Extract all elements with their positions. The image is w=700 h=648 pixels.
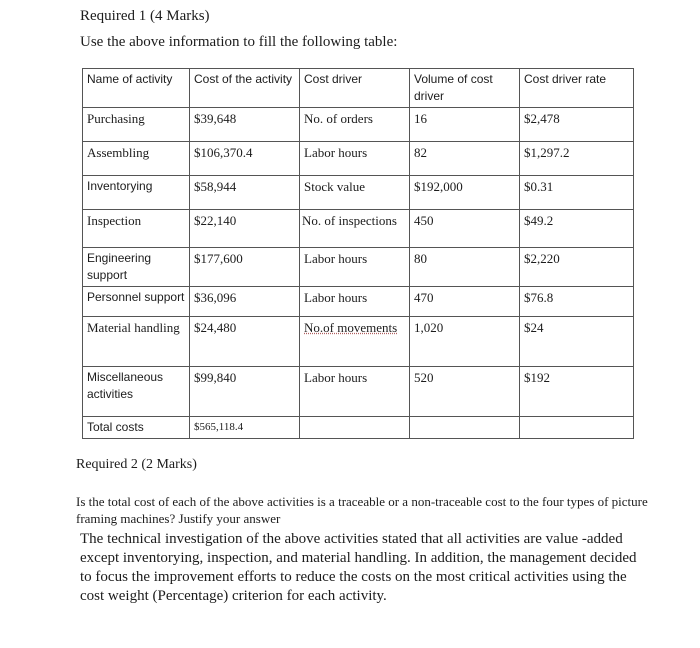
cell-cost: $36,096 bbox=[190, 287, 300, 317]
header-cost-driver-rate: Cost driver rate bbox=[520, 69, 634, 108]
required1-instruction: Use the above information to fill the following table: bbox=[80, 34, 398, 50]
header-volume-of-cost-driver: Volume of cost driver bbox=[410, 69, 520, 108]
cell-driver bbox=[300, 417, 410, 439]
cell-driver: Stock value bbox=[300, 176, 410, 210]
table-row bbox=[83, 367, 634, 417]
cell-volume: $192,000 bbox=[410, 176, 520, 210]
cell-activity: Personnel support bbox=[83, 287, 190, 317]
header-cost-of-activity: Cost of the activity bbox=[190, 69, 300, 108]
cell-rate: $192 bbox=[520, 367, 634, 417]
cell-rate: $2,478 bbox=[520, 108, 634, 142]
header-name-of-activity: Name of activity bbox=[83, 69, 190, 108]
cell-activity: Miscellaneous activities bbox=[83, 367, 190, 417]
cell-cost: $24,480 bbox=[190, 317, 300, 367]
cell-cost: $39,648 bbox=[190, 108, 300, 142]
cell-driver: No. of inspections bbox=[300, 210, 410, 248]
cell-driver: Labor hours bbox=[300, 142, 410, 176]
table-total-row bbox=[83, 417, 634, 439]
cell-volume: 450 bbox=[410, 210, 520, 248]
cell-driver bbox=[300, 317, 410, 367]
cell-rate: $49.2 bbox=[520, 210, 634, 248]
cell-rate: $2,220 bbox=[520, 248, 634, 287]
cell-volume: 520 bbox=[410, 367, 520, 417]
cell-activity: Assembling bbox=[83, 142, 190, 176]
cell-rate: $0.31 bbox=[520, 176, 634, 210]
cell-driver: Labor hours bbox=[300, 287, 410, 317]
cell-cost: $58,944 bbox=[190, 176, 300, 210]
table-header-row bbox=[83, 69, 634, 108]
cell-volume: 16 bbox=[410, 108, 520, 142]
required2-title: Required 2 (2 Marks) bbox=[76, 457, 197, 472]
cell-volume: 80 bbox=[410, 248, 520, 287]
cell-volume: 470 bbox=[410, 287, 520, 317]
cell-rate bbox=[520, 417, 634, 439]
table-row bbox=[83, 142, 634, 176]
cell-rate: $76.8 bbox=[520, 287, 634, 317]
table-row bbox=[83, 317, 634, 367]
cell-cost: $99,840 bbox=[190, 367, 300, 417]
cell-volume bbox=[410, 417, 520, 439]
required2-question: Is the total cost of each of the above activities is a traceable or a non-traceable cost to the four types of picture framing machines? Justify your answer bbox=[76, 494, 648, 526]
cell-driver: Labor hours bbox=[300, 248, 410, 287]
cell-cost: $22,140 bbox=[190, 210, 300, 248]
table-row bbox=[83, 210, 634, 248]
required1-title: Required 1 (4 Marks) bbox=[80, 8, 210, 24]
cell-rate: $24 bbox=[520, 317, 634, 367]
header-cost-driver: Cost driver bbox=[300, 69, 410, 108]
table-row bbox=[83, 248, 634, 287]
required2-answer: The technical investigation of the above activities stated that all activities are value -added except inventorying, inspection, and material handling. In addition, the management decided to focus the improvement efforts to reduce the costs on the most critical activities using the cost weight (Percentage) criterion for each activity. bbox=[80, 531, 637, 604]
table-row bbox=[83, 108, 634, 142]
no-of-movements-text: No.of movements bbox=[304, 320, 398, 335]
cell-activity: Engineering support bbox=[83, 248, 190, 287]
cell-rate: $1,297.2 bbox=[520, 142, 634, 176]
cell-activity: Material handling bbox=[83, 317, 190, 367]
cell-driver: No. of orders bbox=[300, 108, 410, 142]
cell-activity: Inspection bbox=[83, 210, 190, 248]
cell-activity: Purchasing bbox=[83, 108, 190, 142]
cell-driver: Labor hours bbox=[300, 367, 410, 417]
cell-total-label: Total costs bbox=[83, 417, 190, 439]
cell-volume: 1,020 bbox=[410, 317, 520, 367]
cell-volume: 82 bbox=[410, 142, 520, 176]
cell-cost: $177,600 bbox=[190, 248, 300, 287]
table-row bbox=[83, 176, 634, 210]
activity-cost-table bbox=[82, 68, 634, 439]
cell-activity: Inventorying bbox=[83, 176, 190, 210]
table-row bbox=[83, 287, 634, 317]
cell-cost: $106,370.4 bbox=[190, 142, 300, 176]
cell-total-cost: $565,118.4 bbox=[190, 417, 300, 439]
